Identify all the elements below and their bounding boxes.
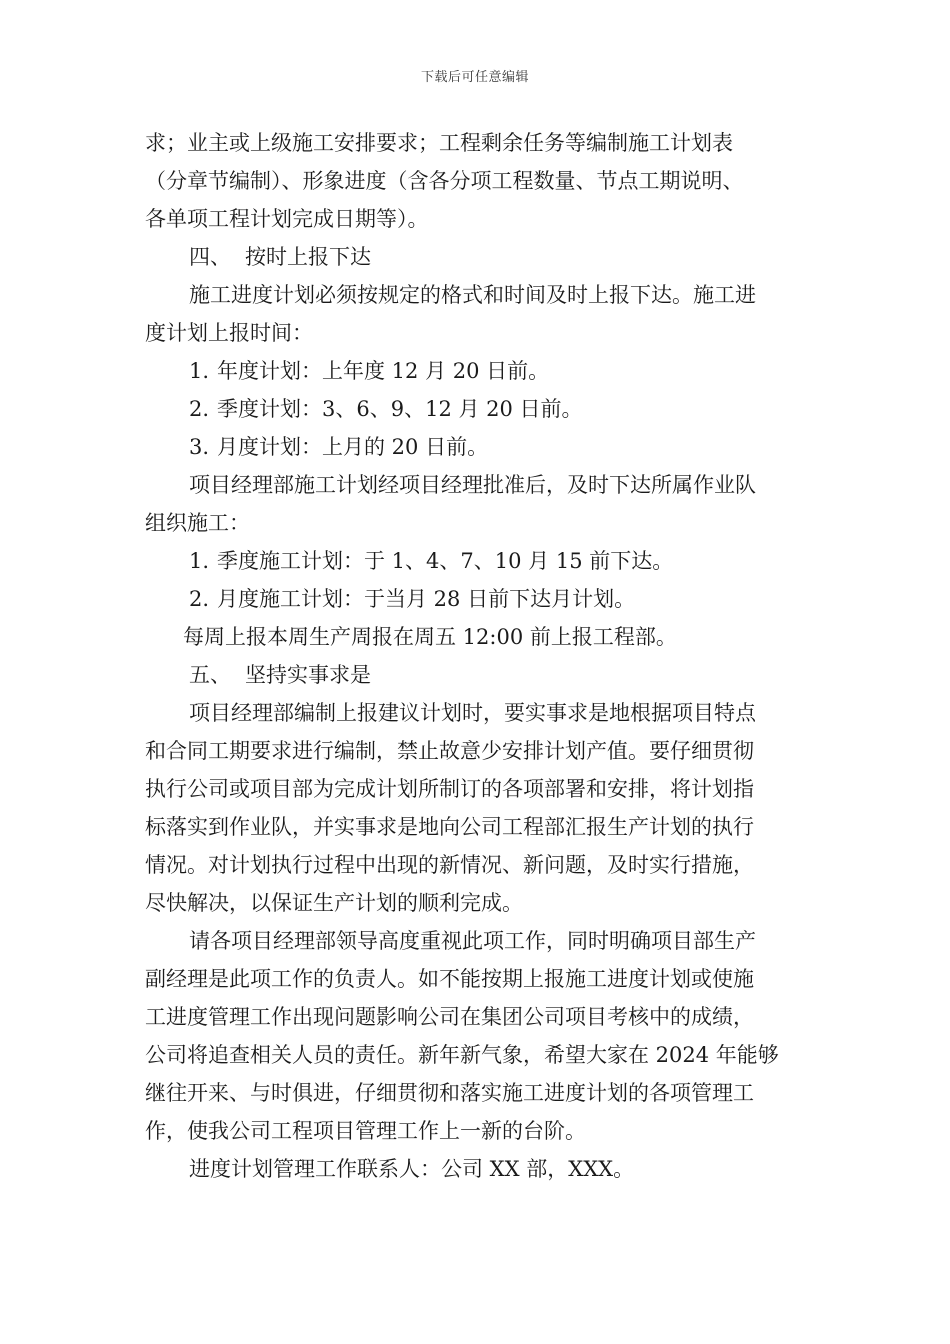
section-title: 按时上报下达 [245, 245, 371, 269]
section-title: 坚持实事求是 [245, 663, 371, 687]
paragraph-line: 请各项目经理部领导高度重视此项工作，同时明确项目部生产 [189, 929, 756, 953]
section-number: 四、 [189, 245, 231, 269]
list-text: 季度施工计划：于 1、4、7、10 月 15 前下达。 [217, 549, 674, 573]
list-item [145, 428, 805, 466]
paragraph-line: 执行公司或项目部为完成计划所制订的各项部署和安排，将计划指 [145, 777, 754, 801]
document-body [145, 124, 805, 1188]
page-header: 下载后可任意编辑 [420, 70, 529, 85]
section-heading-5 [145, 656, 805, 694]
paragraph-line: 每周上报本周生产周报在周五 12:00 前上报工程部。 [183, 625, 677, 649]
paragraph-line: 作，使我公司工程项目管理工作上一新的台阶。 [145, 1119, 586, 1143]
list-item [145, 580, 805, 618]
list-text: 季度计划：3、6、9、12 月 20 日前。 [217, 397, 583, 421]
list-number: 2. [189, 587, 210, 611]
list-text: 年度计划：上年度 12 月 20 日前。 [217, 359, 550, 383]
paragraph-line: 度计划上报时间： [145, 321, 313, 345]
paragraph-line: 尽快解决，以保证生产计划的顺利完成。 [145, 891, 523, 915]
list-item [145, 352, 805, 390]
paragraph-line: 进度计划管理工作联系人：公司 XX 部，XXX。 [189, 1157, 635, 1181]
paragraph-line: 情况。对计划执行过程中出现的新情况、新问题，及时实行措施， [145, 853, 754, 877]
paragraph-line: （分章节编制）、形象进度（含各分项工程数量、节点工期说明、 [145, 169, 744, 193]
list-number: 1. [189, 549, 210, 573]
paragraph-line: 施工进度计划必须按规定的格式和时间及时上报下达。施工进 [189, 283, 756, 307]
paragraph-line: 公司将追查相关人员的责任。新年新气象，希望大家在 2024 年能够 [145, 1043, 779, 1067]
list-number: 3. [189, 435, 210, 459]
paragraph-line: 工进度管理工作出现问题影响公司在集团公司项目考核中的成绩， [145, 1005, 754, 1029]
paragraph-line: 组织施工： [145, 511, 250, 535]
list-text: 月度计划：上月的 20 日前。 [217, 435, 489, 459]
list-number: 2. [189, 397, 210, 421]
list-number: 1. [189, 359, 210, 383]
paragraph-line: 项目经理部编制上报建议计划时，要实事求是地根据项目特点 [189, 701, 756, 725]
section-heading-4 [145, 238, 805, 276]
paragraph-line: 副经理是此项工作的负责人。如不能按期上报施工进度计划或使施 [145, 967, 754, 991]
paragraph-line: 继往开来、与时俱进，仔细贯彻和落实施工进度计划的各项管理工 [145, 1081, 754, 1105]
list-item [145, 542, 805, 580]
list-text: 月度施工计划：于当月 28 日前下达月计划。 [217, 587, 636, 611]
paragraph-line: 标落实到作业队，并实事求是地向公司工程部汇报生产计划的执行 [145, 815, 754, 839]
paragraph-line: 求；业主或上级施工安排要求；工程剩余任务等编制施工计划表 [145, 131, 733, 155]
paragraph-line: 和合同工期要求进行编制，禁止故意少安排计划产值。要仔细贯彻 [145, 739, 754, 763]
paragraph-line: 各单项工程计划完成日期等）。 [145, 207, 429, 231]
section-number: 五、 [189, 663, 231, 687]
paragraph-line: 项目经理部施工计划经项目经理批准后，及时下达所属作业队 [189, 473, 756, 497]
list-item [145, 390, 805, 428]
